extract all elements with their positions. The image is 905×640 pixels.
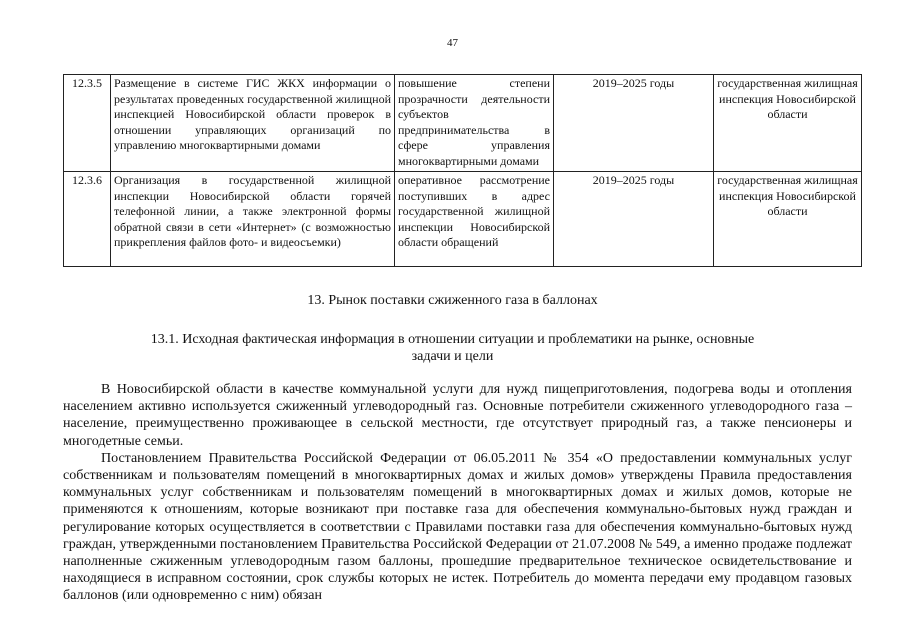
result-cell: повышение степени прозрачности деятельности субъектов предпринимательства в сфере управления многоквартирными домами [395, 75, 554, 172]
paragraph: Постановлением Правительства Российской Федерации от 06.05.2011 № 354 «О предоставлении коммунальных услуг собственникам и пользователям помещений в многоквартирных домах и жилых домов» утверждены Правила предоставления коммунальных услуг собственникам и пользователям помещений в многоквартирных домах и жилых домов, которые не применяются к отношениям, которые возникают при поставке газа для обеспечения коммунально-бытовых нужд граждан и регулирование которых осуществляется в соответствии с Правилами поставки газа для обеспечения коммунально-бытовых нужд граждан, утвержденными постановлением Правительства Российской Федерации от 21.07.2008 № 549, а именно продаже подлежат наполненные сжиженным углеводородным газом баллоны, прошедшие предварительное техническое освидетельствование и находящиеся в исправном состоянии, срок службы которых не истек. Потребитель до момента передачи ему продавцом газовых баллонов (или одновременно с ним) обязан [63, 450, 852, 604]
subsection-title: 13.1. Исходная фактическая информация в отношении ситуации и проблематики на рынке, основные задачи и цели [150, 332, 755, 364]
result-cell: оперативное рассмотрение поступивших в адрес государственной жилищной инспекции Новосибирской области обращений [395, 172, 554, 267]
event-cell: Организация в государственной жилищной инспекции Новосибирской области горячей телефонной линии, а также электронной формы обратной связи в сети «Интернет» (с возможностью прикрепления файлов фото- и видеосъемки) [111, 172, 395, 267]
page-number: 47 [447, 37, 458, 49]
section-title: 13. Рынок поставки сжиженного газа в баллонах [307, 293, 598, 308]
item-number: 12.3.5 [64, 75, 111, 172]
paragraph: В Новосибирской области в качестве коммунальной услуги для нужд пищеприготовления, подогрева воды и отопления населением активно используется сжиженный углеводородный газ. Основные потребители сжиженного углеводородного газа – население, преимущественно проживающее в сельской местности, где отсутствует природный газ, а также пенсионеры и многодетные семьи. [63, 382, 852, 449]
table-row [64, 172, 862, 267]
event-cell: Размещение в системе ГИС ЖКХ информации о результатах проведенных государственной жилищной инспекцией Новосибирской области проверок в отношении управляющих организаций по управлению многоквартирными домами [111, 75, 395, 172]
responsible-cell: государственная жилищная инспекция Новосибирской области [714, 75, 862, 172]
term-cell: 2019–2025 годы [554, 75, 714, 172]
term-cell: 2019–2025 годы [554, 172, 714, 267]
body-text [63, 381, 852, 605]
measures-table [63, 74, 862, 267]
item-number: 12.3.6 [64, 172, 111, 267]
table-row [64, 75, 862, 172]
responsible-cell: государственная жилищная инспекция Новосибирской области [714, 172, 862, 267]
